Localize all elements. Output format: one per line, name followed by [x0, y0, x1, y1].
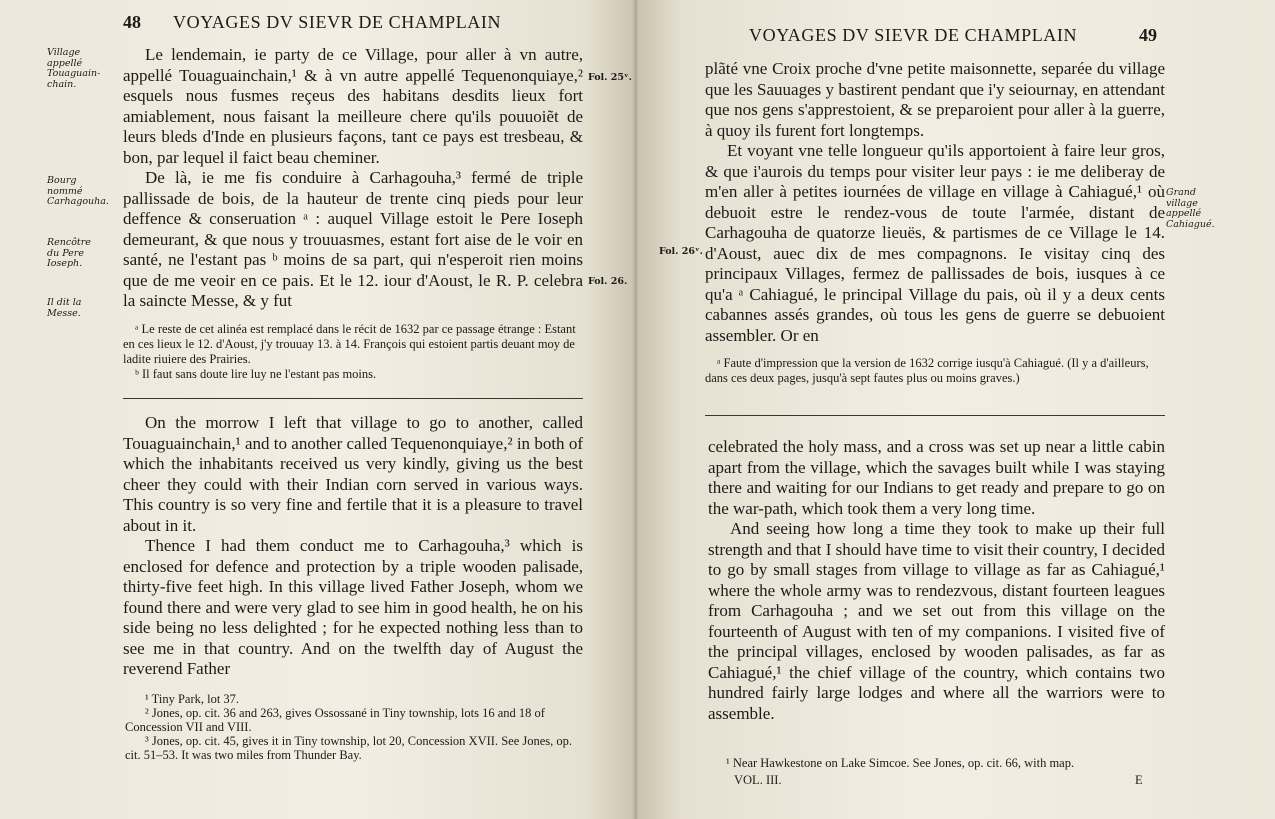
- paragraph: plãté vne Croix proche d'vne petite maisonnette, separée du village que les Sauuages y bastirent pendant que i'y seiournay, en attendant que nos gens s'apprestoient, & se preparoient pour aller à la guerre, à quoy ils furent fort longtemps.: [705, 59, 1165, 140]
- paragraph: De là, ie me fis conduire à Carhagouha,³ fermé de triple pallissade de bois, de la hauteur de trente cinq pieds pour leur deffence & conseruation ᵃ : auquel Village estoit le Pere Ioseph demeurant, & que nous y trouuasmes, estant fort aise de le voir en santé, ne l'estant pas ᵇ moins de sa part, qui n'esperoit rien moins que de me veoir en ce pais. Et le 12. iour d'Aoust, le R. P. celebra la saincte Messe, & y fut: [123, 168, 583, 310]
- footnote: ² Jones, op. cit. 36 and 263, gives Ossossané in Tiny township, lots 16 and 18 of Concession VII and VIII.: [125, 706, 545, 734]
- divider-rule: [123, 398, 583, 399]
- footnote: ¹ Tiny Park, lot 37.: [145, 692, 240, 706]
- margin-note: Grand village appellé Cahiagué.: [1166, 187, 1215, 230]
- folio-mark: Fol. 25ᵛ.: [588, 72, 632, 83]
- paragraph: And seeing how long a time they took to make up their full strength and that I should have time to visit their country, I decided to go by small stages from village to village as far as Cahiagué,¹ where the whole army was to rendezvous, distant fourteen leagues from Carhagouha ; and we set out from this village on the fourteenth of August with ten of my companions. I visited five of the principal villages, enclosed by wooden palisades, as far as Cahiagué,¹ the chief village of the country, which contains two hundred fairly large lodges and where all the warriors were to assemble.: [708, 519, 1165, 723]
- running-head: VOYAGES DV SIEVR DE CHAMPLAIN: [173, 12, 502, 32]
- running-head: VOYAGES DV SIEVR DE CHAMPLAIN: [749, 25, 1078, 45]
- signature-mark: E: [1135, 773, 1143, 787]
- footnote: ¹ Near Hawkestone on Lake Simcoe. See Jones, op. cit. 66, with map.: [726, 756, 1075, 770]
- footnote: ᵇ Il faut sans doute lire luy ne l'estant pas moins.: [135, 367, 377, 381]
- english-text: [708, 437, 1165, 724]
- footnote: ᵃ Le reste de cet alinéa est remplacé dans le récit de 1632 par ce passage étrange : Estant en ces lieux le 12. d'Aoust, j'y trouuay 13. à 14. François qui estoient partis deuant moy de ladite riuiere des Prairies.: [123, 322, 576, 366]
- right-page: [637, 0, 1275, 819]
- paragraph: celebrated the holy mass, and a cross was set up near a little cabin apart from the village, which the savages built while I was staying there and waiting for our Indians to get ready and prepare to go on the war-path, which took them a very long time.: [708, 437, 1165, 518]
- margin-note: Bourg nommé Carhagouha.: [47, 175, 109, 207]
- page-number: 48: [123, 12, 141, 32]
- french-text: [705, 59, 1165, 346]
- paragraph: Et voyant vne telle longueur qu'ils apportoient à faire leur gros, & que i'aurois du temps pour visiter leur pays : ie me deliberay de m'en aller à petites iournées de village en village à Cahiagué,¹ où debuoit estre le rendez-vous de toute l'armée, distant de Carhagouha de quatorze lieuës, & partismes de ce Village le 14. d'Aoust, auec dix de mes compagnons. Ie visitay cinq des principaux Villages, fermez de pallissades de bois, iusques à ce qu'a ᵃ Cahiagué, le principal Village du pais, où il y a deux cents cabannes assés grandes, où tous les gens de guerre se debuoient assembler. Or en: [705, 141, 1165, 345]
- footnote: ³ Jones, op. cit. 45, gives it in Tiny township, lot 20, Concession XVII. See Jones, op. cit. 51–53. It was two miles from Thunder Bay.: [125, 734, 573, 762]
- english-footnotes: [125, 692, 583, 762]
- french-footnotes: [705, 356, 1165, 386]
- english-footnotes: [708, 756, 1165, 770]
- divider-rule: [705, 415, 1165, 416]
- folio-mark: Fol. 26ᵛ.: [659, 246, 703, 257]
- volume-label: VOL. III.: [734, 773, 782, 787]
- french-footnotes: [123, 322, 583, 382]
- page-number: 49: [1139, 25, 1157, 45]
- left-page: [0, 0, 637, 819]
- margin-note: Rencôtre du Pere Ioseph.: [47, 237, 91, 269]
- paragraph: On the morrow I left that village to go to another, called Touaguainchain,¹ and to another called Tequenonquiaye,² in both of which the inhabitants received us very kindly, giving us the best cheer they could with their Indian corn served in various ways. This country is so very fine and fertile that it is a pleasure to travel about in it.: [123, 413, 583, 535]
- folio-mark: Fol. 26.: [588, 276, 628, 287]
- english-text: [123, 413, 583, 680]
- margin-note: Il dit la Messe.: [47, 297, 82, 319]
- margin-note: Village appellé Touaguain- chain.: [47, 47, 101, 90]
- paragraph: Thence I had them conduct me to Carhagouha,³ which is enclosed for defence and protection by a triple wooden palisade, thirty-five feet high. In this village lived Father Joseph, whom we found there and were very glad to see him in good health, he on his side being no less delighted ; for he expected nothing less than to see me in that country. And on the twelfth day of August the reverend Father: [123, 536, 583, 678]
- french-text: [123, 45, 583, 312]
- paragraph: Le lendemain, ie party de ce Village, pour aller à vn autre, appellé Touaguainchain,¹ & à vn autre appellé Tequenonquiaye,² esquels nous fusmes reçeus des habitans desdits lieux fort amiablement, nous faisant la meilleure chere qu'ils pouuoiẽt de leurs bleds d'Inde en plusieurs façons, tant ce pays est tresbeau, & bon, par lequel il faict beau cheminer.: [123, 45, 583, 167]
- footnote: ᵃ Faute d'impression que la version de 1632 corrige iusqu'à Cahiagué. (Il y a d'ailleurs, dans ces deux pages, jusqu'à sept fautes plus ou moins graves.): [705, 356, 1149, 385]
